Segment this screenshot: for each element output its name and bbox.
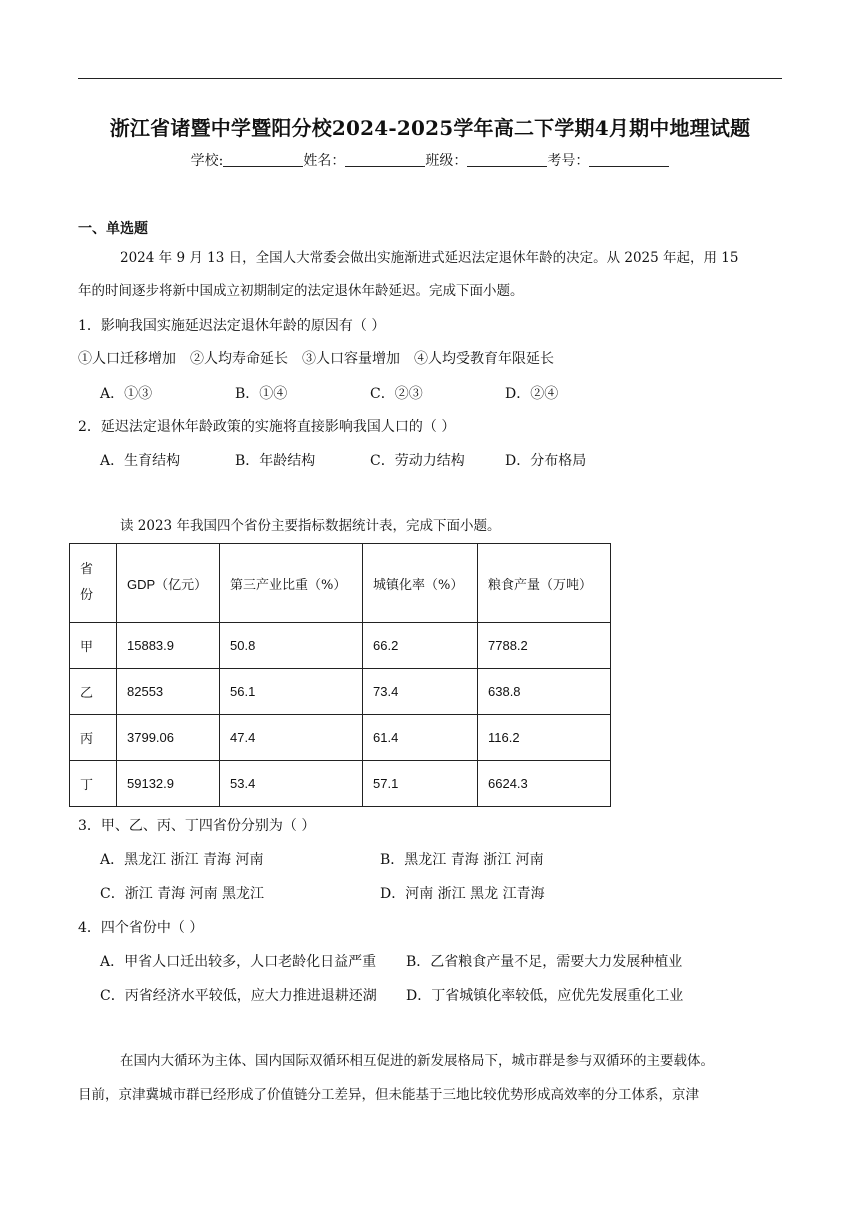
option-d[interactable]: D．河南 浙江 黑龙 江青海 xyxy=(380,886,545,902)
question-2-stem: 2．延迟法定退休年龄政策的实施将直接影响我国人口的（ ） xyxy=(78,419,456,435)
passage-1-line-1: 2024 年 9 月 13 日，全国人大常委会做出实施渐进式延迟法定退休年龄的决定。从 2025 年起，用 15 xyxy=(120,250,739,266)
question-4-stem: 4．四个省份中（ ） xyxy=(78,920,204,936)
exam-title: 浙江省诸暨中学暨阳分校2024-2025学年高二下学期4月期中地理试题 xyxy=(109,116,751,140)
option-c[interactable]: C．浙江 青海 河南 黑龙江 xyxy=(100,886,265,902)
option-c[interactable]: C．劳动力结构 xyxy=(370,453,465,469)
class-label: 班级： xyxy=(425,153,468,169)
cell-urbanization: 57.1 xyxy=(363,761,478,807)
passage-3-line-1: 在国内大循环为主体、国内国际双循环相互促进的新发展格局下，城市群是参与双循环的主要载体。 xyxy=(120,1053,714,1069)
school-blank[interactable] xyxy=(223,152,303,167)
statement-3: ③人口容量增加 xyxy=(302,351,400,367)
option-d[interactable]: D．②④ xyxy=(505,386,559,402)
cell-province: 乙 xyxy=(70,669,117,715)
question-4-options-row-1 xyxy=(100,951,682,971)
student-info-line xyxy=(0,150,860,170)
cell-province: 丁 xyxy=(70,761,117,807)
table-row xyxy=(70,715,611,761)
header-province: 省 份 xyxy=(70,544,117,623)
statement-2: ②人均寿命延长 xyxy=(190,351,288,367)
question-1-stem: 1．影响我国实施延迟法定退休年龄的原因有（ ） xyxy=(78,318,386,334)
cell-province: 丙 xyxy=(70,715,117,761)
option-b[interactable]: B．年龄结构 xyxy=(235,453,316,469)
option-b[interactable]: B．①④ xyxy=(235,386,288,402)
table-row xyxy=(70,669,611,715)
header-urbanization: 城镇化率（%） xyxy=(363,544,478,623)
cell-gdp: 59132.9 xyxy=(117,761,220,807)
option-a[interactable]: A．①③ xyxy=(100,386,153,402)
option-a[interactable]: A．黑龙江 浙江 青海 河南 xyxy=(100,852,264,868)
option-a[interactable]: A．甲省人口迁出较多，人口老龄化日益严重 xyxy=(100,954,377,970)
question-1-statements xyxy=(78,348,568,368)
cell-gdp: 82553 xyxy=(117,669,220,715)
option-d[interactable]: D．丁省城镇化率较低，应优先发展重化工业 xyxy=(406,988,684,1004)
statement-4: ④人均受教育年限延长 xyxy=(414,351,554,367)
question-3-stem: 3．甲、乙、丙、丁四省份分别为（ ） xyxy=(78,818,316,834)
name-label: 姓名： xyxy=(303,153,346,169)
option-c[interactable]: C．丙省经济水平较低，应大力推进退耕还湖 xyxy=(100,988,377,1004)
table-header-row xyxy=(70,544,611,623)
school-label: 学校: xyxy=(190,153,224,169)
table-row xyxy=(70,623,611,669)
passage-1-line-2: 年的时间逐步将新中国成立初期制定的法定退休年龄延迟。完成下面小题。 xyxy=(78,283,524,299)
cell-tertiary: 53.4 xyxy=(220,761,363,807)
cell-urbanization: 66.2 xyxy=(363,623,478,669)
cell-tertiary: 50.8 xyxy=(220,623,363,669)
table-row xyxy=(70,761,611,807)
cell-tertiary: 47.4 xyxy=(220,715,363,761)
cell-gdp: 3799.06 xyxy=(117,715,220,761)
header-gdp: GDP（亿元） xyxy=(117,544,220,623)
cell-grain: 638.8 xyxy=(478,669,611,715)
id-blank[interactable] xyxy=(589,152,669,167)
passage-3-line-2: 目前，京津冀城市群已经形成了价值链分工差异，但未能基于三地比较优势形成高效率的分工体系，京津 xyxy=(78,1087,699,1103)
header-tertiary-share: 第三产业比重（%） xyxy=(220,544,363,623)
province-data-table xyxy=(69,543,611,807)
cell-urbanization: 61.4 xyxy=(363,715,478,761)
option-b[interactable]: B．黑龙江 青海 浙江 河南 xyxy=(380,852,544,868)
option-a[interactable]: A．生育结构 xyxy=(100,453,181,469)
question-3-options-row-1 xyxy=(100,849,544,869)
cell-grain: 6624.3 xyxy=(478,761,611,807)
cell-urbanization: 73.4 xyxy=(363,669,478,715)
cell-gdp: 15883.9 xyxy=(117,623,220,669)
id-label: 考号： xyxy=(547,153,590,169)
option-b[interactable]: B．乙省粮食产量不足，需要大力发展种植业 xyxy=(406,954,683,970)
question-1-options xyxy=(100,383,640,403)
header-grain-output: 粮食产量（万吨） xyxy=(478,544,611,623)
option-d[interactable]: D．分布格局 xyxy=(505,453,587,469)
question-3-options-row-2 xyxy=(100,883,545,903)
option-c[interactable]: C．②③ xyxy=(370,386,423,402)
statement-1: ①人口迁移增加 xyxy=(78,351,176,367)
section-title: 一、单选题 xyxy=(78,221,148,237)
question-2-options xyxy=(100,450,640,470)
cell-province: 甲 xyxy=(70,623,117,669)
question-4-options-row-2 xyxy=(100,985,683,1005)
class-blank[interactable] xyxy=(467,152,547,167)
name-blank[interactable] xyxy=(345,152,425,167)
top-divider xyxy=(78,78,782,79)
cell-grain: 7788.2 xyxy=(478,623,611,669)
cell-tertiary: 56.1 xyxy=(220,669,363,715)
cell-grain: 116.2 xyxy=(478,715,611,761)
passage-2: 读 2023 年我国四个省份主要指标数据统计表，完成下面小题。 xyxy=(120,518,501,534)
